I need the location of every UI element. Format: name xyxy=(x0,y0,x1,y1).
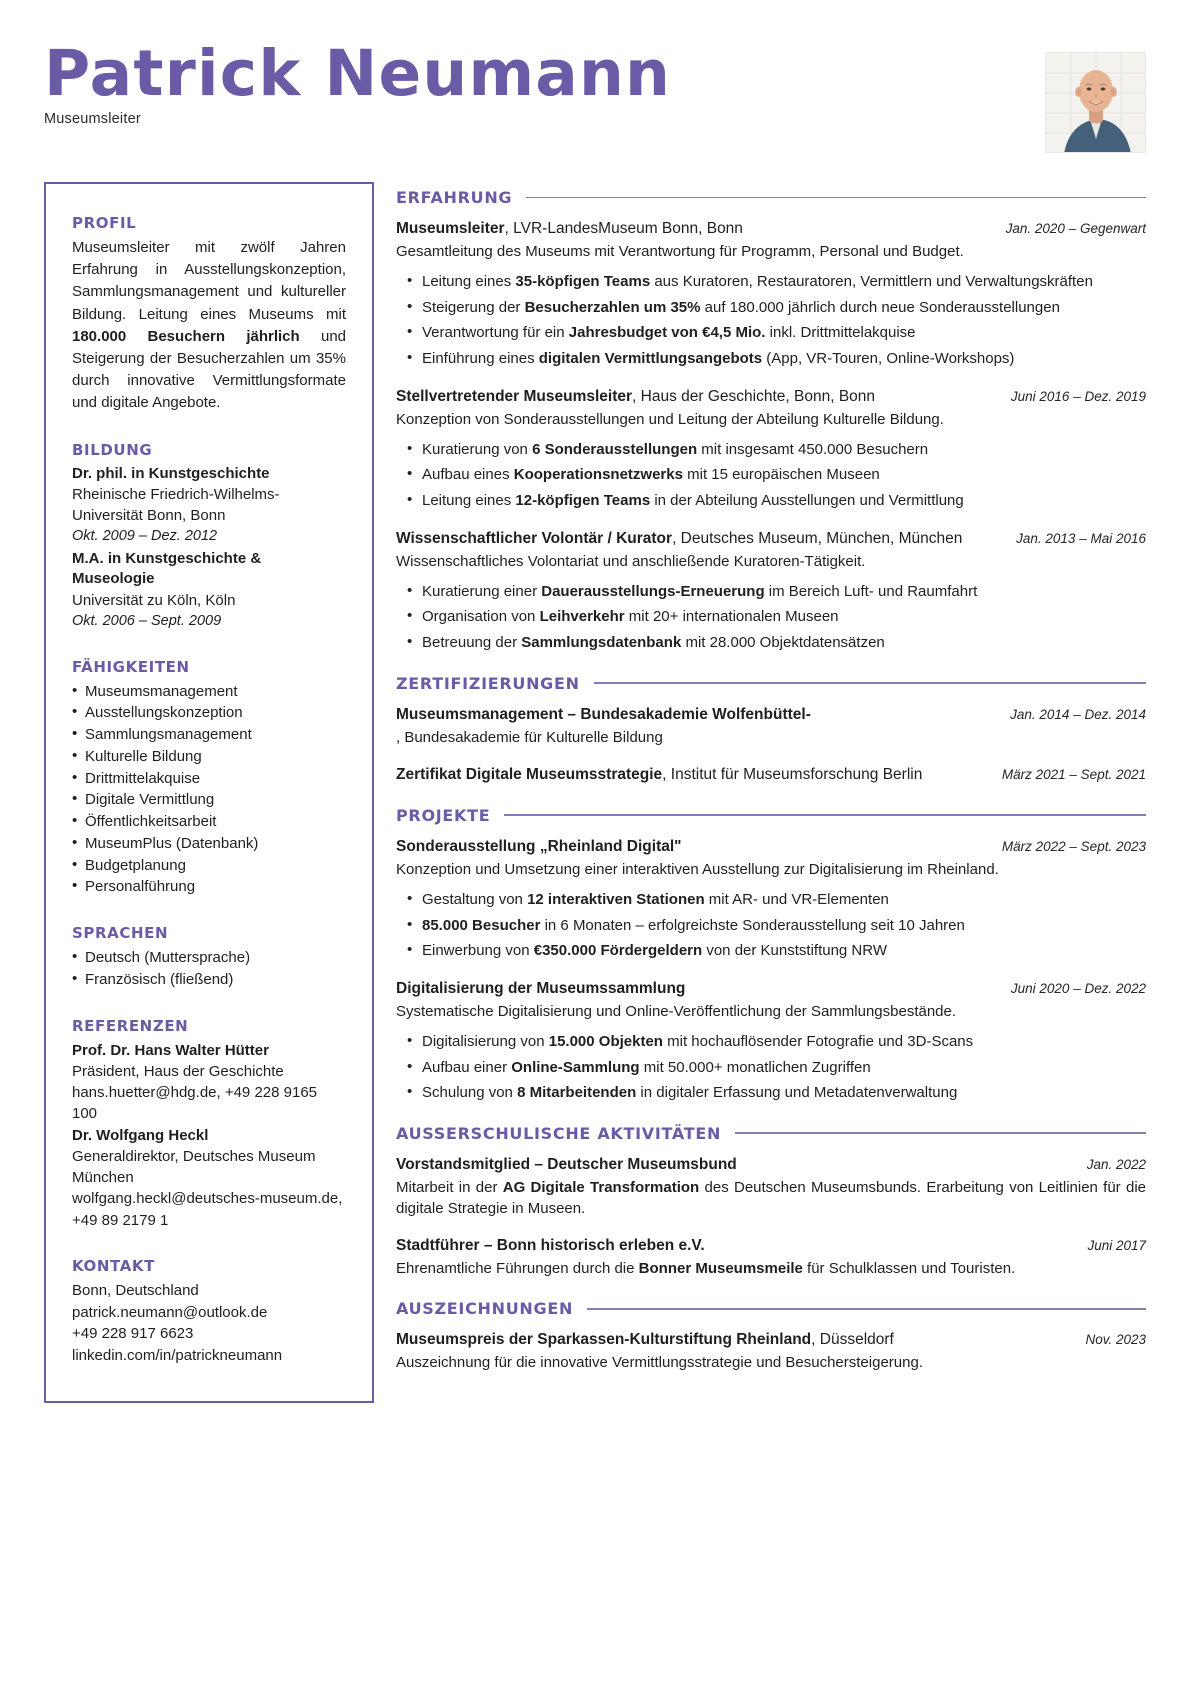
education-item xyxy=(72,464,346,548)
sidebar-heading-sprachen: SPRACHEN xyxy=(72,924,169,943)
sidebar-heading-kontakt: KONTAKT xyxy=(72,1256,155,1275)
entry-title: Museumsleiter, LVR-LandesMuseum Bonn, Bonn xyxy=(396,220,743,237)
contact-item[interactable]: patrick.neumann@outlook.de xyxy=(72,1303,268,1321)
languages-list xyxy=(72,947,346,991)
references-list xyxy=(72,1040,346,1231)
reference-position: Präsident, Haus der Geschichte xyxy=(72,1062,284,1080)
sidebar-heading-referenzen: REFERENZEN xyxy=(72,1016,189,1035)
section-header xyxy=(396,1299,1146,1318)
entry-bullet: • 85.000 Besucher in 6 Monaten – erfolgreichste Sonderausstellung seit 10 Jahren xyxy=(396,915,1146,937)
entry-bullet: • Gestaltung von 12 interaktiven Stationen mit AR- und VR-Elementen xyxy=(396,889,1146,911)
resume-header xyxy=(44,37,1146,160)
entry-header xyxy=(396,979,1146,1022)
reference-item xyxy=(72,1125,346,1231)
entry-description: Mitarbeit in der AG Digitale Transformation des Deutschen Museumsbunds. Erarbeitung von Leitlinien für die digitale Strategie in Museen. xyxy=(396,1178,1146,1217)
section-header xyxy=(396,1124,1146,1143)
sidebar-heading-profil: PROFIL xyxy=(72,214,137,232)
section-title: PROJEKTE xyxy=(396,805,491,825)
main-column xyxy=(396,182,1146,1394)
section-header xyxy=(396,188,1146,207)
contact-item[interactable]: linkedin.com/in/patrickneumann xyxy=(72,1347,283,1365)
list-item: • Personalführung xyxy=(72,876,346,898)
main-sections xyxy=(396,188,1146,1374)
entry-bullet: • Organisation von Leihverkehr mit 20+ internationalen Museen xyxy=(396,606,1146,628)
entry-date: Jan. 2020 – Gegenwart xyxy=(1005,221,1146,236)
main-section xyxy=(396,1299,1146,1373)
list-item: • Öffentlichkeitsarbeit xyxy=(72,811,346,833)
main-section xyxy=(396,1124,1146,1280)
contact-item[interactable]: +49 228 917 6623 xyxy=(72,1325,194,1343)
entry-title: Digitalisierung der Museumssammlung xyxy=(396,979,686,997)
entry-bullets xyxy=(396,271,1146,369)
entry-date: Jan. 2013 – Mai 2016 xyxy=(1016,530,1146,546)
section-title: ERFAHRUNG xyxy=(396,188,513,207)
entry xyxy=(396,1330,1146,1373)
reference-position: Generaldirektor, Deutsches Museum München xyxy=(72,1147,316,1186)
education-date: Okt. 2006 – Sept. 2009 xyxy=(72,613,222,630)
entry-header xyxy=(396,529,1146,572)
list-item: • Kulturelle Bildung xyxy=(72,746,346,768)
entry-date: Juni 2020 – Dez. 2022 xyxy=(1010,980,1146,996)
entry-title: Stellvertretender Museumsleiter, Haus der Geschichte, Bonn, Bonn xyxy=(396,387,876,405)
education-institution: Universität zu Köln, Köln xyxy=(72,591,236,609)
entry xyxy=(396,219,1146,370)
list-item: • Sammlungsmanagement xyxy=(72,724,346,746)
sidebar-heading-bildung: BILDUNG xyxy=(72,440,153,459)
sidebar-section-bildung xyxy=(72,441,346,632)
entry-date: Juni 2017 xyxy=(1087,1238,1146,1254)
entry-title: Museumspreis der Sparkassen-Kulturstiftung Rheinland, Düsseldorf xyxy=(396,1331,894,1349)
entry xyxy=(396,387,1146,512)
entry-bullets xyxy=(396,581,1146,654)
entry xyxy=(396,837,1146,962)
entry-bullet: • Verantwortung für ein Jahresbudget von €4,5 Mio. inkl. Drittmittelakquise xyxy=(396,322,1146,344)
entry-bullets xyxy=(396,439,1146,512)
entry-description: Systematische Digitalisierung und Online-Veröffentlichung der Sammlungsbestände. xyxy=(396,1002,957,1020)
entry-description: , Bundesakademie für Kulturelle Bildung xyxy=(396,728,663,746)
sidebar-section-sprachen xyxy=(72,924,346,991)
education-date: Okt. 2009 – Dez. 2012 xyxy=(72,528,218,545)
section-divider xyxy=(594,682,1146,684)
entry-date: Jan. 2022 xyxy=(1086,1156,1146,1172)
entry-bullet: • Kuratierung einer Dauerausstellungs-Erneuerung im Bereich Luft- und Raumfahrt xyxy=(396,581,1146,603)
main-section xyxy=(396,806,1146,1104)
entry-date: Jan. 2014 – Dez. 2014 xyxy=(1010,706,1146,722)
entry-description: Gesamtleitung des Museums mit Verantwortung für Programm, Personal und Budget. xyxy=(396,242,964,260)
entry-description: Konzeption von Sonderausstellungen und Leitung der Abteilung Kulturelle Bildung. xyxy=(396,410,944,428)
entry-header xyxy=(396,1155,1146,1220)
entry-header xyxy=(396,1330,1146,1373)
entry-date: Nov. 2023 xyxy=(1085,1332,1146,1348)
entry-header xyxy=(396,387,1146,430)
entry-description: Auszeichnung für die innovative Vermittlungsstrategie und Besuchersteigerung. xyxy=(396,1354,923,1372)
entry-title: Zertifikat Digitale Museumsstrategie, Institut für Museumsforschung Berlin xyxy=(396,765,923,783)
contact-list xyxy=(72,1280,346,1367)
main-section xyxy=(396,188,1146,654)
list-item: • Französisch (fließend) xyxy=(72,969,346,991)
education-item xyxy=(72,549,346,632)
section-title: AUSZEICHNUNGEN xyxy=(396,1299,574,1319)
list-item: • Digitale Vermittlung xyxy=(72,789,346,811)
list-item: • Drittmittelakquise xyxy=(72,768,346,790)
sidebar-section-profil xyxy=(72,214,346,415)
entry-bullet: • Leitung eines 35-köpfigen Teams aus Kuratoren, Restauratoren, Vermittlern und Verwaltungskräften xyxy=(396,271,1146,293)
entry-bullet: • Steigerung der Besucherzahlen um 35% auf 180.000 jährlich durch neue Sonderausstellungen xyxy=(396,297,1146,319)
entry-header xyxy=(396,705,1146,748)
entry xyxy=(396,1236,1146,1279)
education-degree: Dr. phil. in Kunstgeschichte xyxy=(72,464,270,482)
reference-name: Prof. Dr. Hans Walter Hütter xyxy=(72,1041,269,1059)
section-header xyxy=(396,806,1146,825)
entry-bullet: • Aufbau einer Online-Sammlung mit 50.000+ monatlichen Zugriffen xyxy=(396,1057,1146,1079)
portrait-photo-icon xyxy=(1046,53,1146,153)
entry-title: Vorstandsmitglied – Deutscher Museumsbund xyxy=(396,1155,737,1173)
entry xyxy=(396,765,1146,786)
entry-date: Juni 2016 – Dez. 2019 xyxy=(1010,388,1146,404)
entry xyxy=(396,1155,1146,1220)
page-title: Patrick Neumann xyxy=(44,37,672,110)
job-title-subtitle: Museumsleiter xyxy=(44,111,141,128)
list-item: • Museumsmanagement xyxy=(72,681,346,703)
list-item: • Budgetplanung xyxy=(72,855,346,877)
reference-name: Dr. Wolfgang Heckl xyxy=(72,1126,209,1144)
reference-contact[interactable]: wolfgang.heckl@deutsches-museum.de, +49 89 2179 1 xyxy=(72,1190,343,1229)
list-item: • MuseumPlus (Datenbank) xyxy=(72,833,346,855)
section-divider xyxy=(735,1132,1146,1134)
section-title: AUSSERSCHULISCHE AKTIVITÄTEN xyxy=(396,1123,722,1143)
entry-bullets xyxy=(396,889,1146,962)
entry-header xyxy=(396,765,1146,786)
section-divider xyxy=(526,197,1146,199)
reference-contact[interactable]: hans.huetter@hdg.de, +49 228 9165 100 xyxy=(72,1084,318,1123)
entry-description: Wissenschaftliches Volontariat und anschließende Kuratoren-Tätigkeit. xyxy=(396,552,866,570)
entry-header xyxy=(396,837,1146,880)
education-list xyxy=(72,464,346,632)
sidebar-section-referenzen xyxy=(72,1017,346,1231)
sidebar-section-kontakt xyxy=(72,1257,346,1367)
entry-bullet: • Aufbau eines Kooperationsnetzwerks mit 15 europäischen Museen xyxy=(396,464,1146,486)
section-divider xyxy=(587,1308,1146,1310)
education-institution: Rheinische Friedrich-Wilhelms-Universität Bonn, Bonn xyxy=(72,485,280,525)
contact-item[interactable]: Bonn, Deutschland xyxy=(72,1281,199,1299)
entry-header xyxy=(396,219,1146,262)
sidebar-heading-faehigkeiten: FÄHIGKEITEN xyxy=(72,657,190,676)
entry-title: Stadtführer – Bonn historisch erleben e.V. xyxy=(396,1237,705,1255)
entry-bullet: • Digitalisierung von 15.000 Objekten mit hochauflösender Fotografie und 3D-Scans xyxy=(396,1031,1146,1053)
main-section xyxy=(396,674,1146,786)
list-item: • Deutsch (Muttersprache) xyxy=(72,947,346,969)
entry-title: Sonderausstellung „Rheinland Digital" xyxy=(396,837,682,855)
entry-header xyxy=(396,1236,1146,1279)
entry xyxy=(396,705,1146,748)
list-item: • Ausstellungskonzeption xyxy=(72,702,346,724)
reference-item xyxy=(72,1040,346,1125)
entry-date: März 2022 – Sept. 2023 xyxy=(1001,838,1146,854)
entry-title: Wissenschaftlicher Volontär / Kurator, Deutsches Museum, München, München xyxy=(396,529,963,547)
resume-body xyxy=(44,182,1146,1403)
section-divider xyxy=(504,814,1146,816)
entry-bullet: • Einwerbung von €350.000 Fördergeldern von der Kunststiftung NRW xyxy=(396,940,1146,962)
entry-bullet: • Schulung von 8 Mitarbeitenden in digitaler Erfassung und Metadatenverwaltung xyxy=(396,1082,1146,1104)
entry-description: Konzeption und Umsetzung einer interaktiven Ausstellung zur Digitalisierung im Rheinland. xyxy=(396,860,999,878)
education-degree: M.A. in Kunstgeschichte & Museologie xyxy=(72,550,262,588)
sidebar xyxy=(44,182,374,1403)
entry-bullet: • Kuratierung von 6 Sonderausstellungen mit insgesamt 450.000 Besuchern xyxy=(396,439,1146,461)
section-header xyxy=(396,674,1146,693)
entry-description: Ehrenamtliche Führungen durch die Bonner Museumsmeile für Schulklassen und Touristen. xyxy=(396,1260,1016,1278)
sidebar-section-faehigkeiten xyxy=(72,658,346,899)
skills-list xyxy=(72,681,346,899)
entry-title: Museumsmanagement – Bundesakademie Wolfenbüttel- xyxy=(396,705,811,723)
entry-bullet: • Leitung eines 12-köpfigen Teams in der Abteilung Ausstellungen und Vermittlung xyxy=(396,490,1146,512)
entry xyxy=(396,529,1146,654)
entry-bullet: • Einführung eines digitalen Vermittlungsangebots (App, VR-Touren, Online-Workshops) xyxy=(396,348,1146,370)
entry xyxy=(396,979,1146,1104)
section-title: ZERTIFIZIERUNGEN xyxy=(396,673,580,693)
entry-bullet: • Betreuung der Sammlungsdatenbank mit 28.000 Objektdatensätzen xyxy=(396,632,1146,654)
avatar xyxy=(1045,52,1146,153)
entry-bullets xyxy=(396,1031,1146,1104)
profile-summary: Museumsleiter mit zwölf Jahren Erfahrung in Ausstellungskonzeption, Sammlungsmanagement und kultureller Bildung. Leitung eines Museums mit 180.000 Besuchern jährlich und Steigerung der Besucherzahlen um 35% durch innovative Vermittlungsformate und digitale Angebote. xyxy=(72,239,347,412)
entry-date: März 2021 – Sept. 2021 xyxy=(1001,766,1146,782)
